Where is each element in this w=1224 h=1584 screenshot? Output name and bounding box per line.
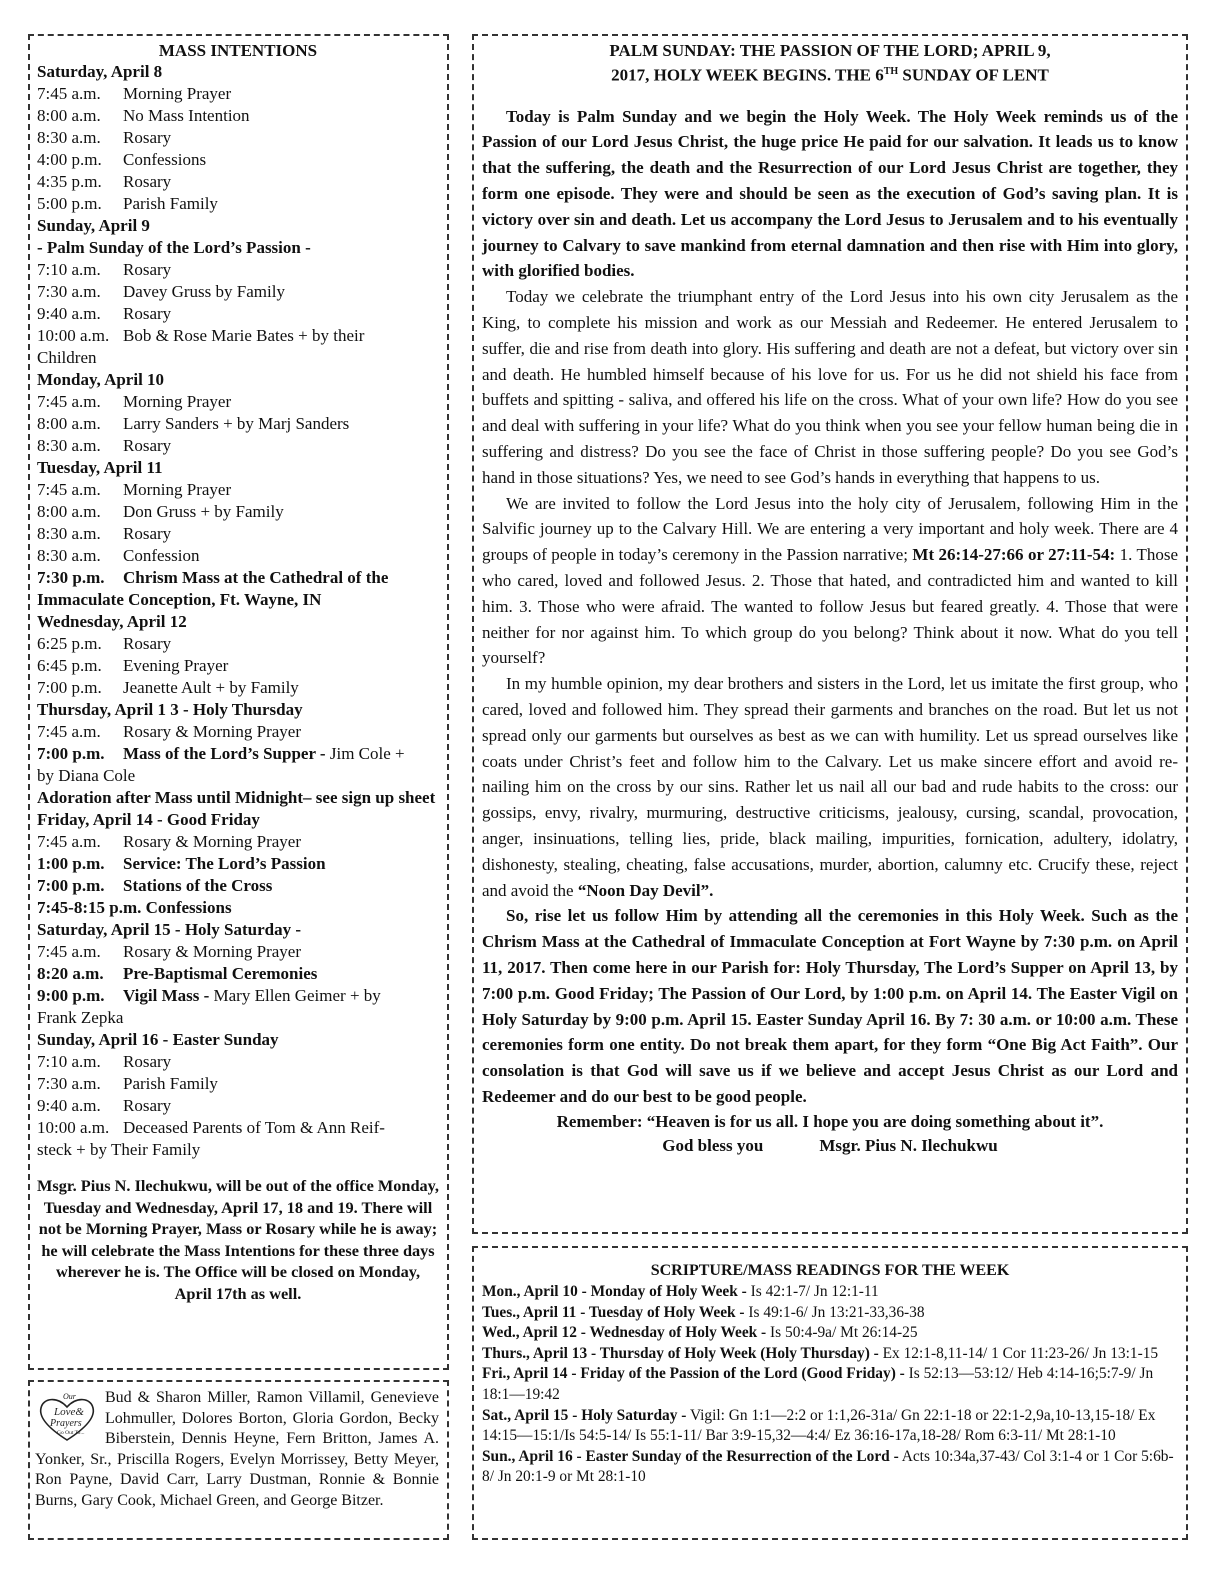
intention-row xyxy=(37,171,439,193)
reading-item xyxy=(482,1344,1178,1365)
intention-text: Rosary xyxy=(123,1052,172,1071)
homily-title-line1: PALM SUNDAY: THE PASSION OF THE LORD; APRIL 9, xyxy=(609,41,1051,60)
homily-blessing: God bless you xyxy=(662,1135,764,1155)
intention-text: Confessions xyxy=(145,898,232,917)
intention-time: 6:25 p.m. xyxy=(37,634,102,653)
readings-box xyxy=(472,1246,1188,1540)
intention-time: 7:30 a.m. xyxy=(37,282,101,301)
reading-item xyxy=(482,1323,1178,1344)
reading-label: Fri., April 14 - Friday of the Passion of the Lord (Good Friday) - xyxy=(482,1365,905,1383)
homily-paragraph-3 xyxy=(482,491,1178,672)
day-heading: Wednesday, April 12 xyxy=(37,612,187,631)
intention-text: Don Gruss + by Family xyxy=(123,502,284,521)
intention-row xyxy=(37,149,439,171)
intention-row xyxy=(37,875,439,897)
intention-event: Mass of the Lord’s Supper - xyxy=(123,744,326,763)
intention-text: Rosary & Morning Prayer xyxy=(123,722,302,741)
intention-row xyxy=(37,897,439,919)
homily-title-line2a: 2017, HOLY WEEK BEGINS. THE 6 xyxy=(611,65,884,85)
day-heading: Sunday, April 9 xyxy=(37,216,150,235)
homily-paragraph-4 xyxy=(482,671,1178,903)
intention-row xyxy=(37,985,439,1007)
intention-row xyxy=(37,677,439,699)
intention-text: Rosary xyxy=(123,1096,172,1115)
intention-text: Pre-Baptismal Ceremonies xyxy=(123,964,318,983)
intention-text: Rosary xyxy=(123,634,172,653)
intention-text: Rosary xyxy=(123,260,172,279)
intention-row xyxy=(37,941,439,963)
day-heading: Monday, April 10 xyxy=(37,370,165,389)
intention-time: 7:45 a.m. xyxy=(37,480,101,499)
reading-text: Is 42:1-7/ Jn 12:1-11 xyxy=(746,1283,879,1300)
intention-text: Morning Prayer xyxy=(123,480,232,499)
intention-text: Parish Family xyxy=(123,194,218,213)
reading-text: Ex 12:1-8,11-14/ 1 Cor 11:23-26/ Jn 13:1-15 xyxy=(878,1344,1159,1362)
intention-time: 8:30 a.m. xyxy=(37,546,101,565)
reading-item xyxy=(482,1364,1178,1405)
intention-row xyxy=(37,1051,439,1073)
intention-text: Larry Sanders + by Marj Sanders xyxy=(123,414,350,433)
intention-time: 7:00 p.m. xyxy=(37,678,102,697)
mass-intentions-box xyxy=(28,34,449,1370)
intention-row xyxy=(37,523,439,545)
intention-text: Mary Ellen Geimer + by xyxy=(213,986,381,1005)
intention-row xyxy=(37,545,439,567)
intention-time: 8:30 a.m. xyxy=(37,524,101,543)
intention-text: Rosary & Morning Prayer xyxy=(123,832,302,851)
homily-p4-bold: “Noon Day Devil”. xyxy=(577,880,714,900)
intention-row xyxy=(37,259,439,281)
intention-time: 7:45-8:15 p.m. xyxy=(37,898,142,917)
homily-remember: Remember: “Heaven is for us all. I hope you are doing something about it”. xyxy=(556,1111,1104,1131)
intention-text: Morning Prayer xyxy=(123,392,232,411)
intention-time: 4:35 p.m. xyxy=(37,172,102,191)
reading-label: Mon., April 10 - Monday of Holy Week - xyxy=(482,1283,747,1300)
readings-title: SCRIPTURE/MASS READINGS FOR THE WEEK xyxy=(650,1262,1010,1279)
intention-time: 7:30 a.m. xyxy=(37,1074,101,1093)
intention-row xyxy=(37,127,439,149)
intention-row xyxy=(37,303,439,325)
prayer-list-box xyxy=(28,1380,449,1540)
intention-row xyxy=(37,1073,439,1095)
mass-intentions-list xyxy=(37,61,439,1161)
intention-time: 9:40 a.m. xyxy=(37,1096,101,1115)
mass-intentions-title: MASS INTENTIONS xyxy=(158,41,318,60)
homily-p4-a: In my humble opinion, my dear brothers and sisters in the Lord, let us imitate the first group, who cared, loved and followed him. They spread their garments and branches on the road. But let us not spread only our garments but ourselves as best as we can with humility. Let us spread ourselves like coats under Christ’s feet and follow him to the Calvary. Let us make sincere effort and avoid re-nailing him on the cross by our sins. Rather let us nail all our bad and rude habits to the cross: our gossips, envy, rivalry, murmuring, destructive criticisms, jealousy, cursing, scandal, provocation, anger, insinuations, telling lies, pride, black mailing, impurities, fornication, adultery, idolatry, dishonesty, stealing, cheating, false accusations, murder, abortion, calumny etc. Crucify these, reject and avoid the xyxy=(482,674,1178,900)
day-heading: Thursday, April 1 3 - Holy Thursday xyxy=(37,700,303,719)
intention-time: 7:45 a.m. xyxy=(37,84,101,103)
homily-p3-a: We are invited to follow the Lord Jesus into the holy city of Jerusalem, following Him in the Salvific journey up to the Calvary Hill. We are entering a very important and holy week. There are 4 groups of people in today’s ceremony in the Passion narrative; xyxy=(482,493,1178,565)
homily-title xyxy=(482,40,1178,86)
intention-text: No Mass Intention xyxy=(123,106,250,125)
reading-label: Sun., April 16 - Easter Sunday of the Resurrection of the Lord - xyxy=(482,1447,899,1465)
intention-time: 10:00 a.m. xyxy=(37,326,110,345)
intention-text: Confessions xyxy=(123,150,207,169)
reading-item xyxy=(482,1406,1178,1447)
intention-row xyxy=(37,391,439,413)
logo-text-love: Love& xyxy=(54,1406,84,1418)
intention-row xyxy=(37,479,439,501)
homily-signature: Msgr. Pius N. Ilechukwu xyxy=(819,1135,998,1155)
intention-time: 4:00 p.m. xyxy=(37,150,102,169)
intention-row xyxy=(37,83,439,105)
intention-time: 8:00 a.m. xyxy=(37,502,101,521)
intention-text: Rosary xyxy=(123,128,172,147)
intention-row xyxy=(37,743,439,765)
homily-box xyxy=(472,34,1188,1234)
intention-text: Chrism Mass at the Cathedral of the xyxy=(123,568,389,587)
homily-title-sup: TH xyxy=(883,66,899,77)
reading-label: Wed., April 12 - Wednesday of Holy Week - xyxy=(482,1324,767,1342)
day-subheading: - Palm Sunday of the Lord’s Passion - xyxy=(37,238,311,257)
intention-time: 7:30 p.m. xyxy=(37,568,105,587)
intention-continuation: steck + by Their Family xyxy=(37,1140,201,1159)
reading-text: Is 52:13—53:12/ Heb 4:14-16;5:7-9/ Jn 18:1—19:42 xyxy=(482,1365,1154,1403)
intention-row xyxy=(37,633,439,655)
intention-text: Deceased Parents of Tom & Ann Reif- xyxy=(123,1118,385,1137)
homily-paragraph-1: Today is Palm Sunday and we begin the Holy Week. The Holy Week reminds us of the Passion of our Lord Jesus Christ, the huge price He paid for our salvation. It leads us to know that the suffering, the death and the Resurrection of our Lord Jesus Christ are together, they form one episode. They were and should be seen as the execution of God’s saving plan. It is victory over sin and death. Let us accompany the Lord Jesus to Jerusalem and to his eventually journey to Calvary to save mankind from eternal damnation and then rise with Him into glory, with glorified bodies. xyxy=(482,106,1178,281)
love-prayers-logo xyxy=(35,1390,99,1444)
reading-text: Is 49:1-6/ Jn 13:21-33,36-38 xyxy=(744,1303,925,1321)
intention-text: Rosary xyxy=(123,524,172,543)
intention-row xyxy=(37,853,439,875)
intention-text: Jim Cole + xyxy=(329,744,405,763)
intention-time: 9:00 p.m. xyxy=(37,986,105,1005)
intention-time: 8:00 a.m. xyxy=(37,414,101,433)
intention-text: Rosary xyxy=(123,436,172,455)
intention-text: Jeanette Ault + by Family xyxy=(123,678,299,697)
intention-row xyxy=(37,501,439,523)
homily-signoff xyxy=(482,1134,1178,1158)
intention-row xyxy=(37,1095,439,1117)
intention-time: 5:00 p.m. xyxy=(37,194,102,213)
intention-row xyxy=(37,655,439,677)
intention-row xyxy=(37,1117,439,1139)
logo-text-prayers: Prayers xyxy=(50,1418,82,1429)
intention-time: 9:40 a.m. xyxy=(37,304,101,323)
intention-text: Bob & Rose Marie Bates + by their xyxy=(123,326,365,345)
logo-text-our: Our xyxy=(63,1392,76,1401)
intention-time: 8:30 a.m. xyxy=(37,128,101,147)
reading-item xyxy=(482,1303,1178,1324)
intention-time: 8:30 a.m. xyxy=(37,436,101,455)
intention-time: 7:45 a.m. xyxy=(37,942,101,961)
logo-text-goout: Go Out To... xyxy=(57,1430,85,1436)
reading-text: Is 50:4-9a/ Mt 26:14-25 xyxy=(766,1324,918,1342)
intention-time: 6:45 p.m. xyxy=(37,656,102,675)
intention-text: Davey Gruss by Family xyxy=(123,282,285,301)
homily-paragraph-5: So, rise let us follow Him by attending all the ceremonies in this Holy Week. Such as the Chrism Mass at the Cathedral of Immaculate Conception at Fort Wayne by 7:30 p.m. on April 11, 2017. Then come here in our Parish for: Holy Thursday, The Lord’s Supper on April 13, by 7:00 p.m. Good Friday; The Passion of Our Lord, by 1:00 p.m. on April 14. The Easter Vigil on Holy Saturday by 9:00 p.m. April 15. Easter Sunday April 16. By 7: 30 a.m. or 10:00 a.m. These ceremonies form one entity. Do not break them apart, for they form “One Big Act Faith”. Our consolation is that God will save us if we believe and accept Jesus Christ as our Lord and Redeemer and do our best to be good people. xyxy=(482,906,1178,1106)
intention-row xyxy=(37,435,439,457)
homily-paragraph-2: Today we celebrate the triumphant entry of the Lord Jesus into his own city Jerusalem as the King, to complete his mission and work as our Messiah and Redeemer. He entered Jerusalem to suffer, die and rise from death into glory. His suffering and death are not a defeat, but victory over sin and death. He humbled himself because of his love for us. For us he did not shield his face from buffets and spitting - saliva, and offered his life on the cross. What of your own life? How do you see and deal with suffering in your life? What do you think when you see your fellow human being die in suffering and distress? Do you see the face of Christ in those suffering people? Do you see God’s hand in those situations? Yes, we need to see God’s hands in everything that happens to us. xyxy=(482,287,1178,487)
reading-item xyxy=(482,1282,1178,1303)
reading-label: Sat., April 15 - Holy Saturday - xyxy=(482,1406,687,1424)
day-heading: Saturday, April 8 xyxy=(37,62,163,81)
intention-time: 8:20 a.m. xyxy=(37,964,104,983)
intention-time: 7:10 a.m. xyxy=(37,260,101,279)
intention-time: 1:00 p.m. xyxy=(37,854,105,873)
intention-row xyxy=(37,105,439,127)
intention-text: Rosary xyxy=(123,172,172,191)
intention-time: 7:45 a.m. xyxy=(37,832,101,851)
intention-time: 10:00 a.m. xyxy=(37,1118,110,1137)
reading-text: Vigil: Gn 1:1—2:2 or 1:1,26-31a/ Gn 22:1-18 or 22:1-2,9a,10-13,15-18/ Ex 14:15—15:1/Is 54:5-14/ Is 55:1-11/ Bar 3:9-15,32—4:4/ Ez 36:16-17a,18-28/ Rom 6:3-11/ Mt 28:1-10 xyxy=(482,1406,1156,1445)
reading-text: Acts 10:34a,37-43/ Col 3:1-4 or 1 Cor 5:6b-8/ Jn 20:1-9 or Mt 28:1-10 xyxy=(482,1447,1174,1486)
intention-row xyxy=(37,963,439,985)
intention-text: Service: The Lord’s Passion xyxy=(123,854,326,873)
intention-continuation: Frank Zepka xyxy=(37,1008,124,1027)
intention-row xyxy=(37,567,439,589)
prayer-names: Bud & Sharon Miller, Ramon Villamil, Genevieve Lohmuller, Dolores Borton, Gloria Gordon, Becky Biberstein, Dennis Heyne, Fern Britton, James A. Yonker, Sr., Priscilla Rogers, Evelyn Morrissey, Betty Meyer, Ron Payne, David Carr, Larry Dustman, Ronnie & Bonnie Burns, Gary Cook, Michael Green, and George Bitzer. xyxy=(35,1389,439,1509)
day-note: Adoration after Mass until Midnight– see sign up sheet xyxy=(37,788,436,807)
reading-label: Tues., April 11 - Tuesday of Holy Week - xyxy=(482,1303,745,1321)
intention-continuation: by Diana Cole xyxy=(37,766,136,785)
intention-time: 7:45 a.m. xyxy=(37,722,101,741)
intention-text: Confession xyxy=(123,546,200,565)
intention-time: 7:00 p.m. xyxy=(37,876,105,895)
intention-time: 7:10 a.m. xyxy=(37,1052,101,1071)
readings-list xyxy=(482,1282,1178,1488)
intention-time: 7:45 a.m. xyxy=(37,392,101,411)
reading-item xyxy=(482,1447,1178,1488)
intention-continuation: Immaculate Conception, Ft. Wayne, IN xyxy=(37,590,322,609)
intention-row xyxy=(37,413,439,435)
intention-text: Parish Family xyxy=(123,1074,218,1093)
intention-text: Rosary & Morning Prayer xyxy=(123,942,302,961)
homily-title-line2b: SUNDAY OF LENT xyxy=(898,65,1049,85)
day-heading: Tuesday, April 11 xyxy=(37,458,163,477)
day-heading: Saturday, April 15 - Holy Saturday - xyxy=(37,920,302,939)
homily-p3-b: 1. Those who cared, loved and followed Jesus. 2. Those that hated, and contradicted him and wanted to kill him. 3. Those who were afraid. The wanted to follow Jesus but feared greatly. 4. Those that were neither for nor against him. To which group do you belong? Think about it now. What do you tell yourself? xyxy=(482,545,1178,668)
absence-notice: Msgr. Pius N. Ilechukwu, will be out of the office Monday, Tuesday and Wednesday, April 17, 18 and 19. There will not be Morning Prayer, Mass or Rosary while he is away; he will celebrate the Mass Intentions for these three days wherever he is. The Office will be closed on Monday, April 17th as well. xyxy=(37,1176,439,1303)
intention-text: Rosary xyxy=(123,304,172,323)
intention-text: Evening Prayer xyxy=(123,656,229,675)
intention-time: 7:00 p.m. xyxy=(37,744,105,763)
intention-row xyxy=(37,193,439,215)
intention-row xyxy=(37,281,439,303)
intention-event: Vigil Mass - xyxy=(123,986,210,1005)
intention-row xyxy=(37,831,439,853)
reading-label: Thurs., April 13 - Thursday of Holy Week (Holy Thursday) - xyxy=(482,1344,879,1362)
day-heading: Friday, April 14 - Good Friday xyxy=(37,810,260,829)
day-heading: Sunday, April 16 - Easter Sunday xyxy=(37,1030,279,1049)
homily-p3-ref: Mt 26:14-27:66 or 27:11-54: xyxy=(912,545,1116,565)
intention-continuation: Children xyxy=(37,348,97,367)
intention-text: Stations of the Cross xyxy=(123,876,273,895)
intention-text: Morning Prayer xyxy=(123,84,232,103)
intention-row xyxy=(37,721,439,743)
intention-row xyxy=(37,325,439,347)
intention-time: 8:00 a.m. xyxy=(37,106,101,125)
